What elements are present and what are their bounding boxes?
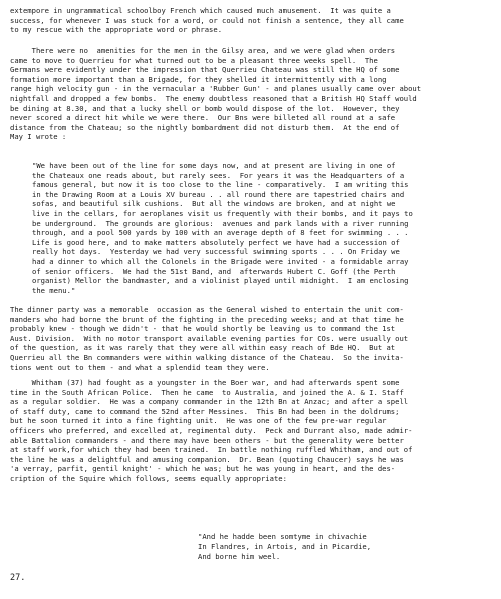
paragraph-line: tions went out to them - and what a splendid team they were. (10, 362, 270, 372)
verse-quote-line: In Flandres, in Artois, and in Picardie, (198, 542, 372, 551)
paragraph-line: manders who had borne the brunt of the fighting in the preceding weeks; and at that time he (10, 314, 404, 324)
paragraph-line: time in the South African Police. Then he came to Australia, and joined the A. & I. Staff (10, 387, 404, 397)
paragraph-line: May I wrote : (10, 132, 67, 142)
page-number: 27. (10, 573, 26, 583)
block-quote-line: be underground. The grounds are glorious: avenues and park lands with a river running (32, 218, 409, 228)
block-quote-line: organist) Mellor the bandmaster, and a violinist played until midnight. I am enclosing (32, 276, 409, 286)
paragraph-line: range high velocity gun - in the vernacular a 'Rubber Gun' - and planes usually came over about (10, 84, 422, 94)
paragraph-line: There were no amenities for the men in the Gilsy area, and we were glad when orders (10, 46, 396, 55)
block-quote-line: really hot days. Yesterday we had very successful swimming sports . . . On Friday we (32, 247, 400, 257)
paragraph-line: the line he was a delightful and amusing companion. Dr. Bean (quoting Chaucer) says he was (10, 454, 404, 464)
paragraph-line: at staff work,for which they had been trained. In battle nothing ruffled Whitham, and out of (10, 445, 413, 455)
paragraph-line: Germans were evidently under the impression that Querrieu Chateau was still the HQ of some (10, 65, 400, 75)
paragraph-line: cription of the Squire which follows, seems equally appropriate: (10, 474, 287, 483)
paragraph-line: of staff duty, came to command the 52nd after Messines. This Bn had been in the doldrums; (10, 406, 400, 416)
block-quote-line: sofas, and beautiful silk cushions. But all the windows are broken, and at night we (32, 199, 396, 209)
paragraph-line: success, for whenever I was stuck for a word, or could not finish a sentence, they all came (10, 15, 404, 25)
paragraph-line: as a regular soldier. He was a company commander in the 12th Bn at Anzac; and after a spell (10, 397, 409, 407)
block-quote-line: "We have been out of the line for some days now, and at present are living in one of (32, 161, 396, 170)
paragraph-line: 'a verray, parfit, gentil knight' - which he was; but he was young in heart, and the des- (10, 464, 396, 474)
paragraph-line: to my rescue with the appropriate word or phrase. (10, 25, 223, 35)
paragraph-line: formation more important than a Brigade, for they shelled it intermittently with a long (10, 74, 387, 84)
block-quote-line: in the Drawing Room at a Louis XV bureau . . all round there are tapestried chairs and (32, 189, 405, 199)
block-quote-line: the Chateaux one reads about, but rarely sees. For years it was the Headquarters of a (32, 170, 405, 180)
paragraph-line: came to move to Querrieu for what turned out to be a pleasant three weeks spell. The (10, 55, 378, 65)
block-quote-line: live in the cellars, for aeroplanes visit us frequently with their bombs, and it pays to (32, 209, 413, 218)
paragraph-line: Querrieu all the Bn commanders were within walking distance of the Chateau. So the invita- (10, 353, 404, 362)
block-quote-line: of senior officers. We had the 51st Band, and afterwards Hubert C. Goff (the Perth (32, 266, 396, 276)
block-quote-line: through, and a pool 500 yards by 100 with an average depth of 8 feet for swimming . . . (32, 228, 409, 238)
paragraph-line: Aust. Division. With no motor transport available evening parties for COs. were usually out (10, 333, 409, 343)
paragraph-line: extempore in ungrammatical schoolboy French which caused much amusement. It was quite a (10, 6, 391, 15)
block-quote-line: had a dinner to which all the Colonels in the Brigade were invited - a formidable array (32, 257, 409, 266)
paragraph-line: never scored a direct hit while we were there. Our Bns were billeted all round at a safe (10, 113, 396, 123)
paragraph-line: probably knew - though we didn't - that he would shortly be leaving us to command the 1st (10, 324, 396, 334)
paragraph-line: distance from the Chateau; so the nightly bombardment did not disturb them. At the end of (10, 122, 400, 132)
block-quote-line: the menu." (32, 285, 76, 295)
paragraph-line: officers who preferred, and excelled at, regimental duty. Peck and Durrant also, made admir- (10, 426, 413, 435)
block-quote-line: Life is good here, and to make matters absolutely perfect we have had a succession of (32, 237, 400, 247)
paragraph-line: nightfall and dropped a few bombs. The enemy doubtless reasoned that a British HQ Staff would (10, 94, 417, 103)
paragraph-line: but he soon turned it into a fine fighting unit. He was one of the few pre-war regular (10, 416, 387, 426)
block-quote-line: famous general, but now it is too close to the line - comparatively. I am writing this (32, 180, 409, 190)
paragraph-line: Whitham (37) had fought as a youngster in the Boer war, and had afterwards spent some (10, 378, 400, 387)
paragraph-line: The dinner party was a memorable occasion as the General wished to entertain the unit com- (10, 305, 404, 314)
verse-quote-line: "And he hadde been somtyme in chivachie (198, 532, 367, 541)
paragraph-line: of the question, as it was rarely that they were all within easy reach of Bde HQ. But at (10, 343, 396, 353)
paragraph-line: be dining at 8.30, and that a lucky shell or bomb would dispose of the lot. However, they (10, 103, 400, 113)
verse-quote-line: And borne him weel. (198, 552, 281, 561)
paragraph-line: able Battalion commanders - and there may have been others - but the generality were better (10, 435, 404, 445)
